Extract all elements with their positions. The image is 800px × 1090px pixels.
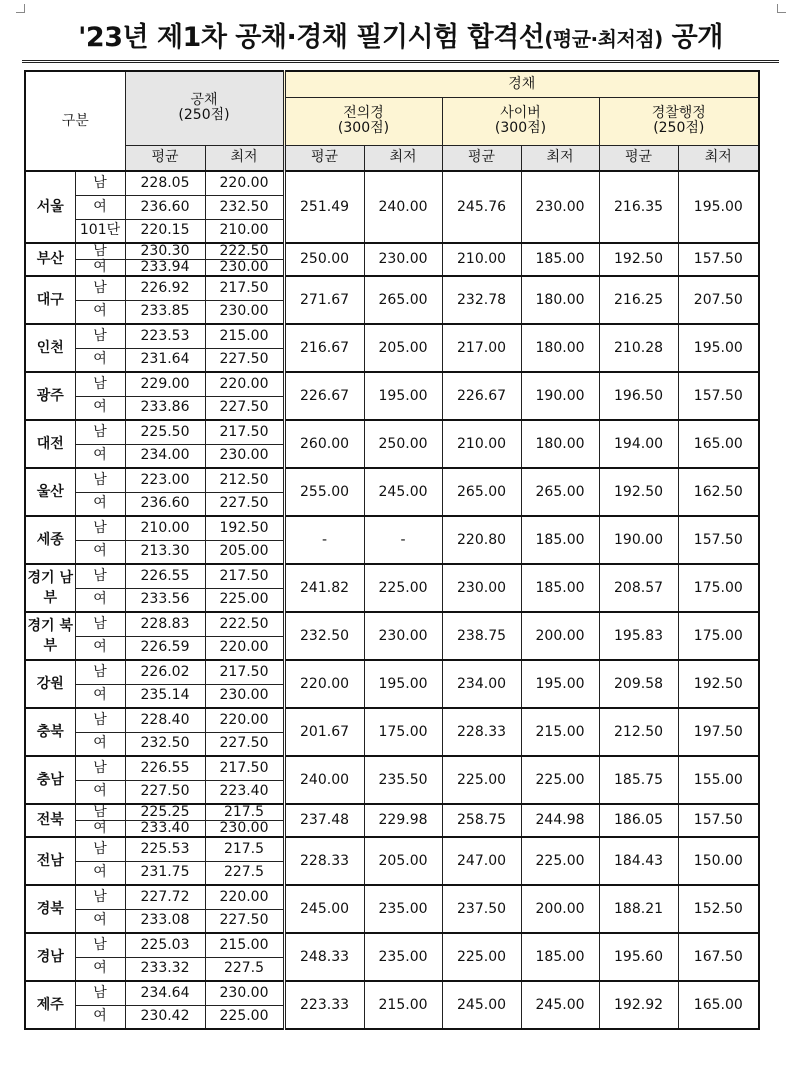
header-cyber-avg: 평균 [442,145,521,171]
admin-min-cell: 157.50 [678,516,759,564]
cyber-avg-cell: 234.00 [442,660,521,708]
jeon-avg-cell: - [284,516,364,564]
jeon-avg-cell: 271.67 [284,276,364,324]
cyber-avg-cell: 220.80 [442,516,521,564]
region-name: 충남 [25,756,75,804]
crop-mark-right [777,4,786,13]
gender-cell: 여 [75,1005,125,1029]
gender-cell: 여 [75,861,125,885]
region-name: 광주 [25,372,75,420]
gender-cell: 남 [75,276,125,300]
gongchae-avg-cell: 236.60 [125,492,205,516]
gongchae-min-cell: 232.50 [205,195,284,219]
jeon-min-cell: 230.00 [364,243,442,276]
jeon-avg-cell: 248.33 [284,933,364,981]
jeon-avg-cell: 232.50 [284,612,364,660]
gongchae-min-cell: 230.00 [205,260,284,277]
region-name: 부산 [25,243,75,276]
header-sub2-label: 사이버 [500,105,541,121]
gender-cell: 101단 [75,219,125,243]
header-jeon-min: 최저 [364,145,442,171]
header-sub-jeonuigyeong [284,97,442,145]
jeon-min-cell: 235.00 [364,933,442,981]
admin-min-cell: 195.00 [678,324,759,372]
header-cyber-min: 최저 [521,145,599,171]
cyber-min-cell: 180.00 [521,324,599,372]
cyber-min-cell: 185.00 [521,516,599,564]
cyber-min-cell: 185.00 [521,933,599,981]
crop-mark-left [16,4,25,13]
gender-cell: 남 [75,612,125,636]
jeon-min-cell: 235.50 [364,756,442,804]
gender-cell: 남 [75,468,125,492]
header-sub2-points: (300점) [494,120,547,136]
admin-avg-cell: 192.50 [599,468,678,516]
header-gongchae [125,71,284,145]
header-sub3-label: 경찰행정 [651,105,706,121]
gender-cell: 남 [75,708,125,732]
gongchae-min-cell: 227.50 [205,732,284,756]
region-name: 울산 [25,468,75,516]
admin-min-cell: 165.00 [678,420,759,468]
admin-avg-cell: 212.50 [599,708,678,756]
jeon-avg-cell: 220.00 [284,660,364,708]
region-name: 경남 [25,933,75,981]
gongchae-avg-cell: 210.00 [125,516,205,540]
gongchae-avg-cell: 233.32 [125,957,205,981]
table-row [25,468,759,492]
gongchae-avg-cell: 228.83 [125,612,205,636]
cyber-avg-cell: 210.00 [442,420,521,468]
jeon-avg-cell: 240.00 [284,756,364,804]
region-name: 서울 [25,171,75,243]
gender-cell: 남 [75,756,125,780]
gongchae-avg-cell: 233.08 [125,909,205,933]
gongchae-avg-cell: 225.50 [125,420,205,444]
gongchae-min-cell: 227.5 [205,861,284,885]
jeon-min-cell: 195.00 [364,660,442,708]
header-admin-min: 최저 [678,145,759,171]
header-gyeongchae: 경채 [284,71,759,97]
jeon-avg-cell: 250.00 [284,243,364,276]
gongchae-avg-cell: 233.86 [125,396,205,420]
gender-cell: 여 [75,909,125,933]
cyber-avg-cell: 238.75 [442,612,521,660]
gongchae-min-cell: 230.00 [205,444,284,468]
gongchae-avg-cell: 233.85 [125,300,205,324]
admin-min-cell: 175.00 [678,612,759,660]
gongchae-avg-cell: 223.53 [125,324,205,348]
header-sub1-label: 전의경 [343,105,384,121]
admin-avg-cell: 195.83 [599,612,678,660]
admin-min-cell: 150.00 [678,837,759,885]
gongchae-avg-cell: 230.42 [125,1005,205,1029]
jeon-avg-cell: 216.67 [284,324,364,372]
admin-avg-cell: 194.00 [599,420,678,468]
gongchae-avg-cell: 226.55 [125,564,205,588]
gender-cell: 여 [75,396,125,420]
region-name: 전북 [25,804,75,837]
title-tail: 공개 [662,22,723,53]
admin-min-cell: 165.00 [678,981,759,1029]
jeon-min-cell: 225.00 [364,564,442,612]
cyber-avg-cell: 237.50 [442,885,521,933]
admin-min-cell: 155.00 [678,756,759,804]
admin-avg-cell: 216.25 [599,276,678,324]
gongchae-min-cell: 220.00 [205,708,284,732]
gender-cell: 남 [75,516,125,540]
header-gongchae-label: 공채 [190,92,218,109]
jeon-min-cell: 195.00 [364,372,442,420]
gongchae-min-cell: 225.00 [205,1005,284,1029]
gongchae-avg-cell: 226.59 [125,636,205,660]
gongchae-avg-cell: 226.55 [125,756,205,780]
gender-cell: 여 [75,348,125,372]
cyber-min-cell: 180.00 [521,276,599,324]
gender-cell: 남 [75,933,125,957]
gongchae-min-cell: 217.5 [205,837,284,861]
jeon-avg-cell: 260.00 [284,420,364,468]
gongchae-avg-cell: 226.92 [125,276,205,300]
gongchae-min-cell: 230.00 [205,300,284,324]
gongchae-avg-cell: 225.25 [125,804,205,821]
table-row [25,564,759,588]
gongchae-avg-cell: 235.14 [125,684,205,708]
gongchae-avg-cell: 225.03 [125,933,205,957]
table-header [25,71,759,171]
table-row [25,933,759,957]
gender-cell: 남 [75,324,125,348]
gender-cell: 남 [75,564,125,588]
gongchae-avg-cell: 220.15 [125,219,205,243]
gongchae-min-cell: 217.50 [205,420,284,444]
jeon-min-cell: 240.00 [364,171,442,243]
table-row [25,708,759,732]
jeon-avg-cell: 226.67 [284,372,364,420]
gender-cell: 남 [75,243,125,260]
gongchae-min-cell: 222.50 [205,612,284,636]
cyber-avg-cell: 225.00 [442,933,521,981]
header-gong-avg: 평균 [125,145,205,171]
gongchae-min-cell: 220.00 [205,636,284,660]
jeon-min-cell: 205.00 [364,324,442,372]
jeon-min-cell: - [364,516,442,564]
cyber-min-cell: 245.00 [521,981,599,1029]
gongchae-min-cell: 227.50 [205,492,284,516]
region-name: 제주 [25,981,75,1029]
cyber-avg-cell: 258.75 [442,804,521,837]
admin-min-cell: 197.50 [678,708,759,756]
gongchae-avg-cell: 231.64 [125,348,205,372]
cyber-avg-cell: 247.00 [442,837,521,885]
cyber-min-cell: 230.00 [521,171,599,243]
gender-cell: 남 [75,171,125,195]
gongchae-avg-cell: 233.94 [125,260,205,277]
cyber-avg-cell: 228.33 [442,708,521,756]
table-row [25,756,759,780]
gongchae-min-cell: 223.40 [205,780,284,804]
cutoff-table [24,70,760,1030]
gongchae-avg-cell: 229.00 [125,372,205,396]
admin-min-cell: 162.50 [678,468,759,516]
gongchae-min-cell: 227.50 [205,348,284,372]
admin-min-cell: 192.50 [678,660,759,708]
admin-min-cell: 157.50 [678,804,759,837]
table-row [25,420,759,444]
gender-cell: 여 [75,636,125,660]
region-name: 충북 [25,708,75,756]
gender-cell: 여 [75,260,125,277]
gongchae-min-cell: 205.00 [205,540,284,564]
jeon-avg-cell: 228.33 [284,837,364,885]
table-row [25,837,759,861]
jeon-min-cell: 250.00 [364,420,442,468]
table-row [25,243,759,260]
header-gongchae-points: (250점) [178,107,230,124]
cyber-min-cell: 225.00 [521,756,599,804]
gongchae-min-cell: 217.50 [205,756,284,780]
cyber-min-cell: 190.00 [521,372,599,420]
jeon-avg-cell: 241.82 [284,564,364,612]
table-row [25,324,759,348]
gongchae-avg-cell: 226.02 [125,660,205,684]
gender-cell: 남 [75,372,125,396]
region-name: 대전 [25,420,75,468]
jeon-min-cell: 229.98 [364,804,442,837]
gender-cell: 여 [75,732,125,756]
gender-cell: 여 [75,300,125,324]
admin-min-cell: 157.50 [678,372,759,420]
jeon-min-cell: 265.00 [364,276,442,324]
admin-avg-cell: 186.05 [599,804,678,837]
gender-cell: 남 [75,981,125,1005]
admin-min-cell: 195.00 [678,171,759,243]
admin-avg-cell: 208.57 [599,564,678,612]
jeon-min-cell: 205.00 [364,837,442,885]
jeon-avg-cell: 237.48 [284,804,364,837]
jeon-avg-cell: 245.00 [284,885,364,933]
cyber-avg-cell: 245.76 [442,171,521,243]
region-name: 전남 [25,837,75,885]
cyber-min-cell: 180.00 [521,420,599,468]
gender-cell: 남 [75,837,125,861]
jeon-min-cell: 230.00 [364,612,442,660]
cyber-avg-cell: 232.78 [442,276,521,324]
gongchae-min-cell: 217.50 [205,564,284,588]
jeon-avg-cell: 223.33 [284,981,364,1029]
cyber-min-cell: 265.00 [521,468,599,516]
admin-avg-cell: 192.50 [599,243,678,276]
gongchae-min-cell: 220.00 [205,885,284,909]
title-paren: (평균·최저점) [544,27,663,51]
gender-cell: 여 [75,780,125,804]
jeon-avg-cell: 251.49 [284,171,364,243]
table-row [25,885,759,909]
admin-min-cell: 152.50 [678,885,759,933]
gongchae-min-cell: 227.50 [205,909,284,933]
jeon-min-cell: 175.00 [364,708,442,756]
gongchae-min-cell: 210.00 [205,219,284,243]
table-row [25,612,759,636]
header-category: 구분 [25,71,125,171]
gender-cell: 여 [75,444,125,468]
gongchae-avg-cell: 223.00 [125,468,205,492]
admin-avg-cell: 192.92 [599,981,678,1029]
admin-avg-cell: 210.28 [599,324,678,372]
gongchae-avg-cell: 231.75 [125,861,205,885]
gongchae-min-cell: 217.50 [205,276,284,300]
cyber-avg-cell: 226.67 [442,372,521,420]
gongchae-min-cell: 215.00 [205,324,284,348]
table-row [25,981,759,1005]
gongchae-min-cell: 217.5 [205,804,284,821]
header-jeon-avg: 평균 [284,145,364,171]
table-row [25,516,759,540]
table-row [25,660,759,684]
cyber-min-cell: 200.00 [521,612,599,660]
region-name: 인천 [25,324,75,372]
admin-min-cell: 167.50 [678,933,759,981]
region-name: 대구 [25,276,75,324]
jeon-avg-cell: 201.67 [284,708,364,756]
gongchae-min-cell: 230.00 [205,684,284,708]
admin-min-cell: 157.50 [678,243,759,276]
gongchae-min-cell: 230.00 [205,981,284,1005]
gender-cell: 여 [75,492,125,516]
gender-cell: 남 [75,660,125,684]
document-title-bar [22,18,779,63]
region-name: 세종 [25,516,75,564]
admin-avg-cell: 190.00 [599,516,678,564]
jeon-min-cell: 245.00 [364,468,442,516]
header-sub3-points: (250점) [653,120,705,136]
gongchae-min-cell: 222.50 [205,243,284,260]
gongchae-avg-cell: 236.60 [125,195,205,219]
gongchae-avg-cell: 228.05 [125,171,205,195]
gender-cell: 여 [75,540,125,564]
gongchae-min-cell: 217.50 [205,660,284,684]
admin-avg-cell: 188.21 [599,885,678,933]
cyber-min-cell: 185.00 [521,564,599,612]
gender-cell: 남 [75,885,125,909]
cyber-min-cell: 244.98 [521,804,599,837]
cyber-min-cell: 215.00 [521,708,599,756]
gongchae-min-cell: 230.00 [205,821,284,838]
admin-avg-cell: 209.58 [599,660,678,708]
title-main: '23년 제1차 공채·경채 필기시험 합격선 [78,22,545,53]
gender-cell: 남 [75,420,125,444]
gender-cell: 여 [75,588,125,612]
jeon-min-cell: 215.00 [364,981,442,1029]
cyber-min-cell: 185.00 [521,243,599,276]
cyber-avg-cell: 210.00 [442,243,521,276]
admin-avg-cell: 195.60 [599,933,678,981]
gongchae-min-cell: 227.5 [205,957,284,981]
cyber-avg-cell: 225.00 [442,756,521,804]
gongchae-min-cell: 225.00 [205,588,284,612]
gongchae-min-cell: 215.00 [205,933,284,957]
gongchae-avg-cell: 227.72 [125,885,205,909]
header-sub-admin [599,97,759,145]
table-row [25,804,759,821]
gongchae-min-cell: 192.50 [205,516,284,540]
cyber-avg-cell: 217.00 [442,324,521,372]
admin-avg-cell: 196.50 [599,372,678,420]
gongchae-avg-cell: 230.30 [125,243,205,260]
gongchae-min-cell: 212.50 [205,468,284,492]
gongchae-avg-cell: 213.30 [125,540,205,564]
gender-cell: 남 [75,804,125,821]
gender-cell: 여 [75,684,125,708]
gongchae-avg-cell: 225.53 [125,837,205,861]
region-name: 강원 [25,660,75,708]
region-name: 경기 북부 [25,612,75,660]
document-title [78,22,723,53]
gender-cell: 여 [75,821,125,838]
table-row [25,276,759,300]
cyber-avg-cell: 230.00 [442,564,521,612]
header-sub1-points: (300점) [337,120,390,136]
cyber-min-cell: 200.00 [521,885,599,933]
table-row [25,171,759,195]
admin-min-cell: 175.00 [678,564,759,612]
cyber-avg-cell: 245.00 [442,981,521,1029]
cyber-min-cell: 195.00 [521,660,599,708]
gongchae-avg-cell: 234.00 [125,444,205,468]
admin-avg-cell: 185.75 [599,756,678,804]
admin-avg-cell: 216.35 [599,171,678,243]
gongchae-min-cell: 220.00 [205,372,284,396]
cyber-min-cell: 225.00 [521,837,599,885]
region-name: 경북 [25,885,75,933]
gongchae-avg-cell: 233.56 [125,588,205,612]
header-gong-min: 최저 [205,145,284,171]
gongchae-avg-cell: 233.40 [125,821,205,838]
jeon-min-cell: 235.00 [364,885,442,933]
gongchae-avg-cell: 232.50 [125,732,205,756]
admin-avg-cell: 184.43 [599,837,678,885]
gongchae-avg-cell: 234.64 [125,981,205,1005]
table-row [25,372,759,396]
gender-cell: 여 [75,957,125,981]
admin-min-cell: 207.50 [678,276,759,324]
cyber-avg-cell: 265.00 [442,468,521,516]
table-body [25,171,759,1029]
gongchae-avg-cell: 227.50 [125,780,205,804]
gongchae-min-cell: 227.50 [205,396,284,420]
header-sub-cyber [442,97,599,145]
gongchae-avg-cell: 228.40 [125,708,205,732]
region-name: 경기 남부 [25,564,75,612]
gender-cell: 여 [75,195,125,219]
gongchae-min-cell: 220.00 [205,171,284,195]
jeon-avg-cell: 255.00 [284,468,364,516]
header-admin-avg: 평균 [599,145,678,171]
